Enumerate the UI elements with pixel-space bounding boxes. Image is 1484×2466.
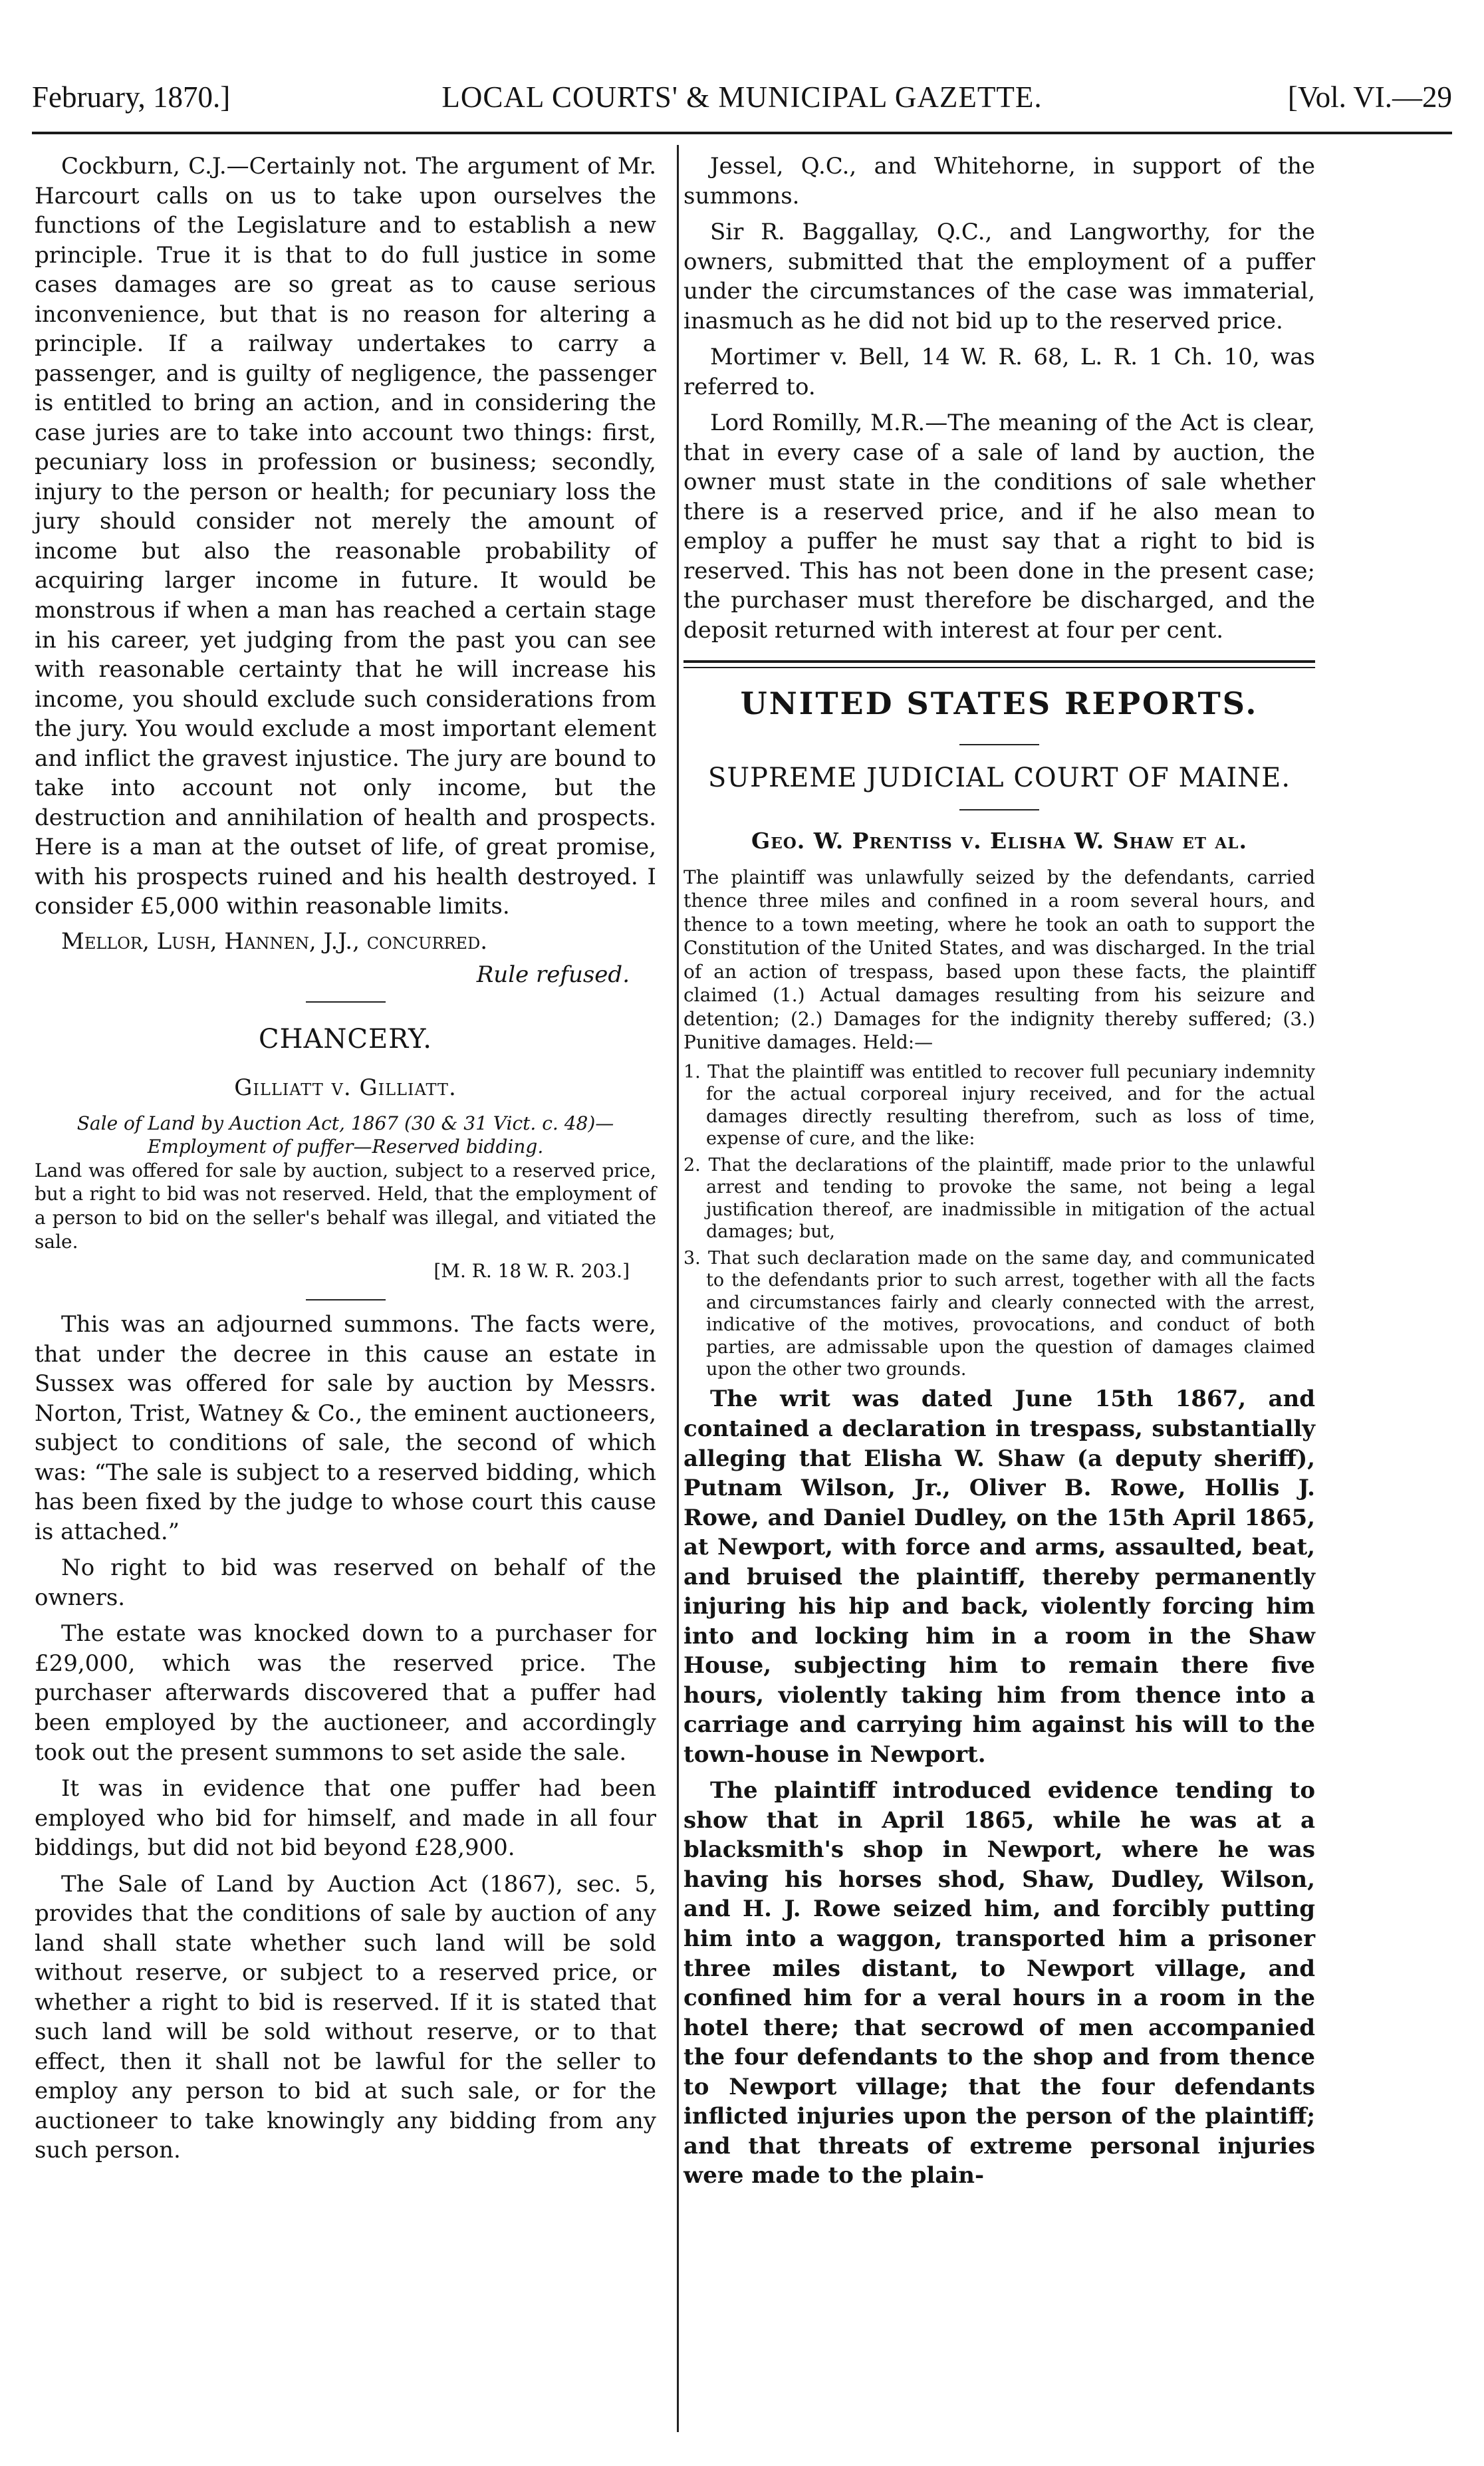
case-title-prentiss: Geo. W. Prentiss v. Elisha W. Shaw et al.	[751, 827, 1247, 854]
headnote-text: Land was offered for sale by auction, subject to a reserved price, but a right to bid was not reserved. Held, that the employment of a person to bid on the seller's behalf was illegal, and vitiated the sale.	[35, 1159, 656, 1253]
volume-page: [Vol. VI.—29	[1287, 80, 1452, 114]
page-header	[32, 66, 1452, 126]
body-paragraph: This was an adjourned summons. The facts were, that under the decree in this cause an estate in Sussex was offered for sale by auction by Messrs. Norton, Trist, Watney & Co., the eminent auctioneers, subject to conditions of sale, the second of which was: “The sale is subject to a reserved bidding, which has been fixed by the judge to whose court this cause is attached.”	[35, 1311, 656, 1545]
concurring-judges: Mellor, Lush, Hannen, J.J., concurred.	[61, 927, 488, 955]
body-paragraph: Sir R. Baggallay, Q.C., and Langworthy, for the owners, submitted that the employment of a puffer under the circumstances of the case was immaterial, inasmuch as he did not bid up to the reserved price.	[683, 219, 1315, 334]
cockburn-judgment: Cockburn, C.J.—Certainly not. The argument of Mr. Harcourt calls on us to take upon ourselves the functions of the Legislature and to establish a new principle. True it is that to do full justice in some cases damages are so great as to cause serious inconvenience, but that is no reason for altering a principle. If a railway undertakes to carry a passenger, and is guilty of negligence, the passenger is entitled to bring an action, and in considering the case juries are to take into account two things: first, pecuniary loss in profession or business; secondly, injury to the person or health; for pecuniary loss the jury should consider not merely the amount of income but also the reasonable probability of acquiring larger income in future. It would be monstrous if when a man has reached a certain stage in his career, yet judging from the past you can see with reasonable certainty that he will increase his income, you should exclude such considerations from the jury. You would exclude a most important element and inflict the gravest injustice. The jury are bound to take into account not only income, but the destruction and annihilation of health and prospects. Here is a man at the outset of life, of great promise, with his prospects ruined and his health destroyed. I consider £5,000 within reasonable limits.	[35, 153, 656, 920]
rule-refused: Rule refused.	[476, 961, 630, 988]
held-item: 3. That such declaration made on the same day, and communicated to the defendants prior to such arrest, together with all the facts and circumstances fairly and clearly connected with the arrest, indicative of the motives, provocations, and conduct of both parties, are admissable upon the question of damages claimed upon the other two grounds.	[683, 1247, 1315, 1380]
body-paragraph: The writ was dated June 15th 1867, and contained a declaration in trespass, substantially alleging that Elisha W. Shaw (a deputy sheriff), Putnam Wilson, Jr., Oliver B. Rowe, Hollis J. Rowe, and Daniel Dudley, on the 15th April 1865, at Newport, with force and arms, assaulted, beat, and bruised the plaintiff, thereby permanently injuring his hip and back, violently forcing him into and locking him in a room in the Shaw House, subjecting him to remain there five hours, violently taking him from thence into a carriage and carrying him against his will to the town-house in Newport.	[683, 1386, 1315, 1768]
section-rule	[306, 1001, 386, 1003]
held-item: 1. That the plaintiff was entitled to recover full pecuniary indemnity for the actual corporeal injury received, and for the actual damages directly resulting therefrom, such as loss of time, expense of cure, and the like:	[683, 1061, 1315, 1150]
romilly-judgment: Lord Romilly, M.R.—The meaning of the Act is clear, that in every case of a sale of land by auction, the owner must state in the conditions of sale whether there is a reserved price, and if he also mean to employ a puffer he must say that a right to bid is reserved. This has not been done in the present case; the purchaser must therefore be discharged, and the deposit returned with interest at four per cent.	[683, 410, 1315, 644]
body-paragraph: The plaintiff introduced evidence tending to show that in April 1865, while he was at a blacksmith's shop in Newport, where he was having his horses shod, Shaw, Dudley, Wilson, and H. J. Rowe seized him, and forcibly putting him into a waggon, transported him a prisoner three miles distant, to Newport village, and confined him for a veral hours in a room in the hotel there; that secrowd of men accompanied the four defendants to the shop and from thence to Newport village; that the four defendants inflicted injuries upon the person of the plaintiff; and that threats of extreme personal injuries were made to the plain-	[683, 1777, 1315, 2189]
headnote-subject: Sale of Land by Auction Act, 1867 (30 & 31 Vict. c. 48)— Employment of puffer—Reserved bidding.	[76, 1112, 614, 1158]
section-rule	[959, 744, 1039, 745]
held-item: 2. That the declarations of the plaintiff, made prior to the unlawful arrest and tending to provoke the same, not being a legal justification thereof, are inadmissible in mitigation of the actual damages; but,	[683, 1154, 1315, 1243]
double-rule	[683, 660, 1315, 668]
body-paragraph: The Sale of Land by Auction Act (1867), sec. 5, provides that the conditions of sale by auction of any land shall state whether such land will be sold without reserve, or subject to a reserved price, or whether a right to bid is reserved. If it is stated that such land will be sold without reserve, or to that effect, then it shall not be lawful for the seller to employ any person to bid at such sale, or for the auctioneer to take knowingly any bidding from any such person.	[35, 1870, 656, 2164]
header-rule	[32, 132, 1452, 134]
body-paragraph: No right to bid was reserved on behalf of the owners.	[35, 1554, 656, 1611]
body-paragraph: Jessel, Q.C., and Whitehorne, in support of the summons.	[683, 153, 1315, 209]
headnote-prentiss: The plaintiff was unlawfully seized by the defendants, carried thence three miles and confined in a room several hours, and thence to a town meeting, where he took an oath to support the Constitution of the United States, and was discharged. In the trial of an action of trespass, based upon these facts, the plaintiff claimed (1.) Actual damages resulting from his seizure and detention; (2.) Damages for the indignity thereby suffered; (3.) Punitive damages. Held:—	[683, 866, 1315, 1054]
chancery-heading: CHANCERY.	[258, 1023, 433, 1054]
headnote-gilliatt	[35, 1112, 656, 1253]
body-paragraph: The estate was knocked down to a purchaser for £29,000, which was the reserved price. The purchaser afterwards discovered that a puffer had been employed by the auctioneer, and accordingly took out the present summons to set aside the sale.	[35, 1620, 656, 1766]
publication-title: LOCAL COURTS' & MUNICIPAL GAZETTE.	[441, 80, 1043, 114]
court-heading: SUPREME JUDICIAL COURT OF MAINE.	[707, 762, 1291, 793]
left-column	[35, 152, 656, 2172]
column-divider	[677, 145, 679, 2432]
section-rule	[306, 1299, 386, 1300]
citation: [M. R. 18 W. R. 203.]	[433, 1260, 630, 1283]
issue-date: February, 1870.]	[32, 80, 231, 114]
us-reports-heading: UNITED STATES REPORTS.	[740, 685, 1259, 721]
body-paragraph: It was in evidence that one puffer had been employed who bid for himself, and made in all four biddings, but did not bid beyond £28,900.	[35, 1775, 656, 1862]
body-paragraph: Mortimer v. Bell, 14 W. R. 68, L. R. 1 Ch. 10, was referred to.	[683, 344, 1315, 400]
right-column	[683, 152, 1315, 2197]
case-title-gilliatt: Gilliatt v. Gilliatt.	[234, 1074, 457, 1101]
section-rule	[959, 809, 1039, 810]
